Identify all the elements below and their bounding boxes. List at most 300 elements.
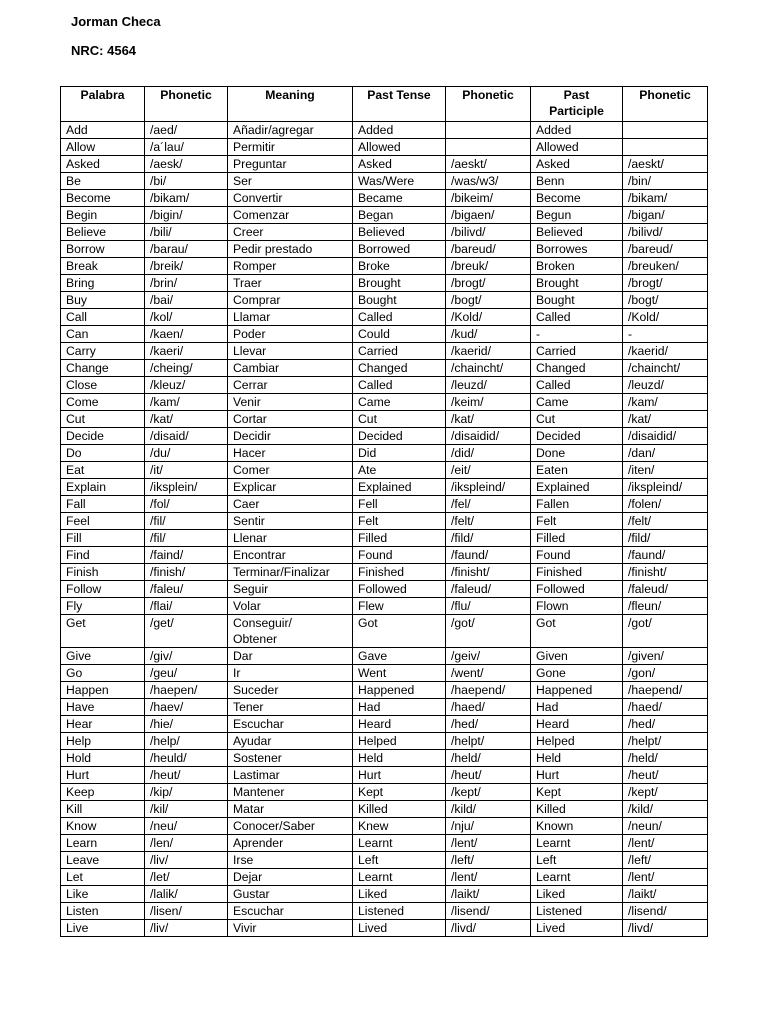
cell-meaning: Llenar <box>228 530 353 547</box>
cell-past-participle: Gone <box>531 665 623 682</box>
cell-past-participle: Listened <box>531 903 623 920</box>
cell-meaning: Cortar <box>228 411 353 428</box>
cell-past-tense: Kept <box>353 784 446 801</box>
cell-past-tense-phonetic: /went/ <box>446 665 531 682</box>
cell-meaning: Matar <box>228 801 353 818</box>
cell-past-participle-phonetic: /left/ <box>623 852 708 869</box>
cell-past-tense: Fell <box>353 496 446 513</box>
cell-past-participle: Killed <box>531 801 623 818</box>
cell-meaning: Permitir <box>228 139 353 156</box>
header-past-tense-phonetic: Phonetic <box>446 87 531 122</box>
table-row <box>61 241 708 258</box>
header-past-participle: Past Participle <box>531 87 623 122</box>
cell-phonetic: /disaid/ <box>145 428 228 445</box>
cell-meaning: Sostener <box>228 750 353 767</box>
cell-phonetic: /kip/ <box>145 784 228 801</box>
table-row <box>61 360 708 377</box>
cell-past-tense: Had <box>353 699 446 716</box>
cell-meaning: Venir <box>228 394 353 411</box>
cell-word: Call <box>61 309 145 326</box>
cell-past-tense-phonetic: /fel/ <box>446 496 531 513</box>
cell-word: Keep <box>61 784 145 801</box>
cell-past-tense-phonetic: /hed/ <box>446 716 531 733</box>
header-phonetic: Phonetic <box>145 87 228 122</box>
cell-word: Add <box>61 122 145 139</box>
cell-word: Borrow <box>61 241 145 258</box>
cell-past-participle: Learnt <box>531 869 623 886</box>
table-row <box>61 326 708 343</box>
table-row <box>61 462 708 479</box>
cell-past-participle: Believed <box>531 224 623 241</box>
cell-word: Let <box>61 869 145 886</box>
cell-past-tense: Did <box>353 445 446 462</box>
table-row <box>61 411 708 428</box>
cell-phonetic: /kaeri/ <box>145 343 228 360</box>
cell-phonetic: /heuld/ <box>145 750 228 767</box>
cell-past-tense-phonetic: /haepend/ <box>446 682 531 699</box>
cell-past-participle-phonetic: /lent/ <box>623 835 708 852</box>
cell-meaning: Convertir <box>228 190 353 207</box>
cell-phonetic: /giv/ <box>145 648 228 665</box>
cell-phonetic: /haev/ <box>145 699 228 716</box>
cell-word: Leave <box>61 852 145 869</box>
cell-past-participle-phonetic: /kat/ <box>623 411 708 428</box>
cell-past-tense-phonetic: /did/ <box>446 445 531 462</box>
cell-past-tense: Held <box>353 750 446 767</box>
cell-phonetic: /kaen/ <box>145 326 228 343</box>
cell-meaning: Escuchar <box>228 903 353 920</box>
cell-past-tense-phonetic: /felt/ <box>446 513 531 530</box>
cell-past-participle: Allowed <box>531 139 623 156</box>
cell-meaning: Encontrar <box>228 547 353 564</box>
cell-word: Fill <box>61 530 145 547</box>
cell-past-participle: Brought <box>531 275 623 292</box>
cell-past-participle-phonetic: /breuken/ <box>623 258 708 275</box>
header-past-tense: Past Tense <box>353 87 446 122</box>
cell-past-participle-phonetic: /dan/ <box>623 445 708 462</box>
cell-past-tense: Heard <box>353 716 446 733</box>
cell-word: Explain <box>61 479 145 496</box>
cell-past-tense-phonetic: /finisht/ <box>446 564 531 581</box>
cell-meaning: Suceder <box>228 682 353 699</box>
cell-past-participle: Borrowes <box>531 241 623 258</box>
cell-word: Eat <box>61 462 145 479</box>
cell-meaning: Comenzar <box>228 207 353 224</box>
cell-phonetic: /faind/ <box>145 547 228 564</box>
cell-phonetic: /breik/ <box>145 258 228 275</box>
verb-table <box>60 86 708 937</box>
cell-past-participle: Liked <box>531 886 623 903</box>
header-meaning: Meaning <box>228 87 353 122</box>
table-row <box>61 903 708 920</box>
table-row <box>61 581 708 598</box>
cell-past-tense: Changed <box>353 360 446 377</box>
cell-word: Fly <box>61 598 145 615</box>
cell-word: Find <box>61 547 145 564</box>
cell-past-tense-phonetic: /bareud/ <box>446 241 531 258</box>
cell-past-participle-phonetic: /gon/ <box>623 665 708 682</box>
cell-phonetic: /lalik/ <box>145 886 228 903</box>
cell-past-tense-phonetic: /kept/ <box>446 784 531 801</box>
cell-past-tense-phonetic: /bogt/ <box>446 292 531 309</box>
cell-past-participle: Given <box>531 648 623 665</box>
cell-past-participle-phonetic: /iten/ <box>623 462 708 479</box>
cell-phonetic: /haepen/ <box>145 682 228 699</box>
cell-meaning: Dar <box>228 648 353 665</box>
table-row <box>61 818 708 835</box>
cell-word: Like <box>61 886 145 903</box>
cell-word: Follow <box>61 581 145 598</box>
cell-past-tense-phonetic: /fild/ <box>446 530 531 547</box>
cell-word: Carry <box>61 343 145 360</box>
cell-word: Help <box>61 733 145 750</box>
cell-past-tense: Learnt <box>353 869 446 886</box>
cell-word: Live <box>61 920 145 937</box>
cell-past-tense-phonetic: /ikspleind/ <box>446 479 531 496</box>
cell-past-tense: Began <box>353 207 446 224</box>
cell-phonetic: /get/ <box>145 615 228 648</box>
cell-phonetic: /kol/ <box>145 309 228 326</box>
cell-past-tense-phonetic: /kild/ <box>446 801 531 818</box>
cell-meaning: Aprender <box>228 835 353 852</box>
cell-past-participle-phonetic: /held/ <box>623 750 708 767</box>
cell-past-participle: Asked <box>531 156 623 173</box>
cell-word: Asked <box>61 156 145 173</box>
cell-past-participle-phonetic: - <box>623 326 708 343</box>
cell-past-tense-phonetic: /breuk/ <box>446 258 531 275</box>
cell-past-tense: Allowed <box>353 139 446 156</box>
cell-phonetic: /heut/ <box>145 767 228 784</box>
table-row <box>61 547 708 564</box>
cell-past-tense-phonetic: /brogt/ <box>446 275 531 292</box>
cell-past-participle: Fallen <box>531 496 623 513</box>
cell-past-participle-phonetic: /laikt/ <box>623 886 708 903</box>
cell-word: Believe <box>61 224 145 241</box>
cell-past-tense-phonetic: /aeskt/ <box>446 156 531 173</box>
table-row <box>61 173 708 190</box>
cell-past-participle: Flown <box>531 598 623 615</box>
cell-past-participle: Had <box>531 699 623 716</box>
cell-meaning: Gustar <box>228 886 353 903</box>
cell-meaning: Comprar <box>228 292 353 309</box>
cell-phonetic: /fil/ <box>145 513 228 530</box>
cell-meaning: Conseguir/ Obtener <box>228 615 353 648</box>
cell-past-participle: Left <box>531 852 623 869</box>
table-row <box>61 122 708 139</box>
cell-past-participle-phonetic: /disaidid/ <box>623 428 708 445</box>
cell-past-tense-phonetic: /kat/ <box>446 411 531 428</box>
table-row <box>61 784 708 801</box>
cell-past-tense-phonetic: /faleud/ <box>446 581 531 598</box>
cell-past-participle-phonetic: /got/ <box>623 615 708 648</box>
cell-meaning: Creer <box>228 224 353 241</box>
cell-past-tense-phonetic: /lent/ <box>446 869 531 886</box>
cell-word: Decide <box>61 428 145 445</box>
cell-phonetic: /help/ <box>145 733 228 750</box>
cell-meaning: Vivir <box>228 920 353 937</box>
cell-past-participle: Done <box>531 445 623 462</box>
cell-word: Close <box>61 377 145 394</box>
table-row <box>61 224 708 241</box>
table-row <box>61 852 708 869</box>
cell-past-tense-phonetic: /leuzd/ <box>446 377 531 394</box>
cell-past-tense: Decided <box>353 428 446 445</box>
cell-phonetic: /len/ <box>145 835 228 852</box>
cell-phonetic: /du/ <box>145 445 228 462</box>
table-row <box>61 156 708 173</box>
cell-past-tense: Cut <box>353 411 446 428</box>
cell-meaning: Preguntar <box>228 156 353 173</box>
cell-meaning: Llamar <box>228 309 353 326</box>
table-row <box>61 496 708 513</box>
cell-past-participle-phonetic: /brogt/ <box>623 275 708 292</box>
cell-meaning: Hacer <box>228 445 353 462</box>
table-row <box>61 598 708 615</box>
cell-meaning: Terminar/Finalizar <box>228 564 353 581</box>
cell-past-participle: Lived <box>531 920 623 937</box>
cell-past-tense-phonetic: /flu/ <box>446 598 531 615</box>
cell-past-participle: Finished <box>531 564 623 581</box>
table-row <box>61 767 708 784</box>
cell-phonetic: /neu/ <box>145 818 228 835</box>
cell-phonetic: /finish/ <box>145 564 228 581</box>
cell-word: Kill <box>61 801 145 818</box>
cell-past-participle-phonetic: /fild/ <box>623 530 708 547</box>
table-row <box>61 377 708 394</box>
cell-past-participle-phonetic: /haepend/ <box>623 682 708 699</box>
cell-past-participle-phonetic: /kild/ <box>623 801 708 818</box>
cell-past-participle-phonetic: /helpt/ <box>623 733 708 750</box>
cell-past-participle: Held <box>531 750 623 767</box>
table-row <box>61 190 708 207</box>
cell-past-participle-phonetic: /Kold/ <box>623 309 708 326</box>
cell-phonetic: /lisen/ <box>145 903 228 920</box>
cell-past-tense: Felt <box>353 513 446 530</box>
cell-past-participle: Came <box>531 394 623 411</box>
cell-phonetic: /liv/ <box>145 920 228 937</box>
cell-past-participle: Happened <box>531 682 623 699</box>
cell-past-participle-phonetic: /livd/ <box>623 920 708 937</box>
cell-meaning: Cerrar <box>228 377 353 394</box>
cell-past-tense-phonetic: /nju/ <box>446 818 531 835</box>
cell-phonetic: /kleuz/ <box>145 377 228 394</box>
cell-past-tense-phonetic: /got/ <box>446 615 531 648</box>
header-past-participle-phonetic: Phonetic <box>623 87 708 122</box>
cell-word: Happen <box>61 682 145 699</box>
cell-word: Come <box>61 394 145 411</box>
author-name: Jorman Checa <box>71 14 161 29</box>
cell-word: Cut <box>61 411 145 428</box>
cell-past-participle: Learnt <box>531 835 623 852</box>
table-row <box>61 564 708 581</box>
cell-past-participle-phonetic: /bareud/ <box>623 241 708 258</box>
cell-past-participle: Known <box>531 818 623 835</box>
cell-meaning: Traer <box>228 275 353 292</box>
cell-past-participle: Added <box>531 122 623 139</box>
cell-past-participle-phonetic: /neun/ <box>623 818 708 835</box>
cell-past-tense: Helped <box>353 733 446 750</box>
cell-phonetic: /liv/ <box>145 852 228 869</box>
cell-past-participle: Benn <box>531 173 623 190</box>
cell-past-participle-phonetic: /bigan/ <box>623 207 708 224</box>
cell-past-participle: Called <box>531 309 623 326</box>
cell-word: Know <box>61 818 145 835</box>
cell-past-tense: Listened <box>353 903 446 920</box>
cell-past-tense: Got <box>353 615 446 648</box>
cell-past-tense-phonetic: /keim/ <box>446 394 531 411</box>
cell-meaning: Seguir <box>228 581 353 598</box>
cell-past-tense: Found <box>353 547 446 564</box>
cell-word: Buy <box>61 292 145 309</box>
cell-past-participle: Explained <box>531 479 623 496</box>
cell-word: Get <box>61 615 145 648</box>
cell-past-participle-phonetic: /ikspleind/ <box>623 479 708 496</box>
cell-phonetic: /fol/ <box>145 496 228 513</box>
cell-past-participle-phonetic: /chaincht/ <box>623 360 708 377</box>
cell-past-participle: Found <box>531 547 623 564</box>
cell-past-tense: Borrowed <box>353 241 446 258</box>
table-row <box>61 479 708 496</box>
cell-past-participle-phonetic: /folen/ <box>623 496 708 513</box>
table-row <box>61 869 708 886</box>
cell-meaning: Ayudar <box>228 733 353 750</box>
cell-past-tense: Became <box>353 190 446 207</box>
cell-past-participle: Hurt <box>531 767 623 784</box>
cell-past-participle: Become <box>531 190 623 207</box>
cell-past-tense: Killed <box>353 801 446 818</box>
cell-past-tense: Liked <box>353 886 446 903</box>
cell-past-tense-phonetic: /heut/ <box>446 767 531 784</box>
cell-past-tense-phonetic: /disaidid/ <box>446 428 531 445</box>
table-row <box>61 292 708 309</box>
cell-past-tense: Ate <box>353 462 446 479</box>
cell-word: Allow <box>61 139 145 156</box>
cell-phonetic: /a´lau/ <box>145 139 228 156</box>
cell-meaning: Volar <box>228 598 353 615</box>
cell-past-participle: Helped <box>531 733 623 750</box>
cell-past-tense-phonetic <box>446 139 531 156</box>
table-row <box>61 801 708 818</box>
cell-past-tense-phonetic: /lisend/ <box>446 903 531 920</box>
table-row <box>61 343 708 360</box>
cell-past-tense-phonetic: /bilivd/ <box>446 224 531 241</box>
cell-word: Go <box>61 665 145 682</box>
cell-phonetic: /flai/ <box>145 598 228 615</box>
cell-meaning: Añadir/agregar <box>228 122 353 139</box>
cell-phonetic: /bili/ <box>145 224 228 241</box>
cell-past-participle-phonetic: /heut/ <box>623 767 708 784</box>
cell-past-tense: Asked <box>353 156 446 173</box>
table-row <box>61 207 708 224</box>
cell-phonetic: /bikam/ <box>145 190 228 207</box>
cell-meaning: Poder <box>228 326 353 343</box>
cell-phonetic: /cheing/ <box>145 360 228 377</box>
cell-phonetic: /kil/ <box>145 801 228 818</box>
cell-past-tense-phonetic: /bigaen/ <box>446 207 531 224</box>
cell-past-participle: Cut <box>531 411 623 428</box>
table-row <box>61 428 708 445</box>
table-row <box>61 886 708 903</box>
cell-past-participle-phonetic: /kept/ <box>623 784 708 801</box>
table-row <box>61 682 708 699</box>
cell-past-tense: Was/Were <box>353 173 446 190</box>
cell-past-tense: Flew <box>353 598 446 615</box>
cell-word: Listen <box>61 903 145 920</box>
cell-past-tense: Bought <box>353 292 446 309</box>
cell-phonetic: /bi/ <box>145 173 228 190</box>
cell-phonetic: /geu/ <box>145 665 228 682</box>
cell-past-tense-phonetic: /Kold/ <box>446 309 531 326</box>
cell-past-tense: Believed <box>353 224 446 241</box>
cell-past-participle-phonetic <box>623 139 708 156</box>
cell-word: Bring <box>61 275 145 292</box>
cell-past-participle-phonetic: /lent/ <box>623 869 708 886</box>
cell-meaning: Mantener <box>228 784 353 801</box>
cell-past-participle: Begun <box>531 207 623 224</box>
cell-past-participle: Felt <box>531 513 623 530</box>
cell-past-participle-phonetic: /felt/ <box>623 513 708 530</box>
cell-meaning: Ser <box>228 173 353 190</box>
cell-past-participle-phonetic: /kam/ <box>623 394 708 411</box>
cell-past-tense: Filled <box>353 530 446 547</box>
cell-phonetic: /iksplein/ <box>145 479 228 496</box>
cell-past-tense-phonetic: /livd/ <box>446 920 531 937</box>
cell-past-tense: Left <box>353 852 446 869</box>
table-row <box>61 513 708 530</box>
cell-past-tense-phonetic: /faund/ <box>446 547 531 564</box>
cell-past-participle-phonetic: /fleun/ <box>623 598 708 615</box>
cell-word: Become <box>61 190 145 207</box>
cell-past-tense-phonetic: /helpt/ <box>446 733 531 750</box>
cell-past-participle-phonetic: /bikam/ <box>623 190 708 207</box>
table-row <box>61 139 708 156</box>
cell-phonetic: /fil/ <box>145 530 228 547</box>
cell-past-participle-phonetic: /haed/ <box>623 699 708 716</box>
cell-past-participle: Bought <box>531 292 623 309</box>
cell-meaning: Explicar <box>228 479 353 496</box>
table-row <box>61 445 708 462</box>
cell-past-tense-phonetic: /geiv/ <box>446 648 531 665</box>
cell-past-tense: Broke <box>353 258 446 275</box>
cell-word: Hurt <box>61 767 145 784</box>
cell-past-tense: Came <box>353 394 446 411</box>
cell-meaning: Romper <box>228 258 353 275</box>
cell-meaning: Comer <box>228 462 353 479</box>
cell-phonetic: /bai/ <box>145 292 228 309</box>
cell-past-tense: Explained <box>353 479 446 496</box>
table-row <box>61 309 708 326</box>
cell-meaning: Pedir prestado <box>228 241 353 258</box>
cell-past-tense-phonetic: /laikt/ <box>446 886 531 903</box>
cell-word: Hear <box>61 716 145 733</box>
cell-past-participle-phonetic: /kaerid/ <box>623 343 708 360</box>
table-row <box>61 275 708 292</box>
cell-word: Break <box>61 258 145 275</box>
cell-past-tense-phonetic: /chaincht/ <box>446 360 531 377</box>
cell-past-tense-phonetic: /kud/ <box>446 326 531 343</box>
cell-past-tense: Carried <box>353 343 446 360</box>
cell-past-tense: Brought <box>353 275 446 292</box>
cell-meaning: Dejar <box>228 869 353 886</box>
cell-past-participle: Kept <box>531 784 623 801</box>
cell-phonetic: /let/ <box>145 869 228 886</box>
cell-past-participle-phonetic: /aeskt/ <box>623 156 708 173</box>
cell-phonetic: /brin/ <box>145 275 228 292</box>
cell-meaning: Lastimar <box>228 767 353 784</box>
cell-meaning: Ir <box>228 665 353 682</box>
cell-word: Give <box>61 648 145 665</box>
cell-phonetic: /bigin/ <box>145 207 228 224</box>
